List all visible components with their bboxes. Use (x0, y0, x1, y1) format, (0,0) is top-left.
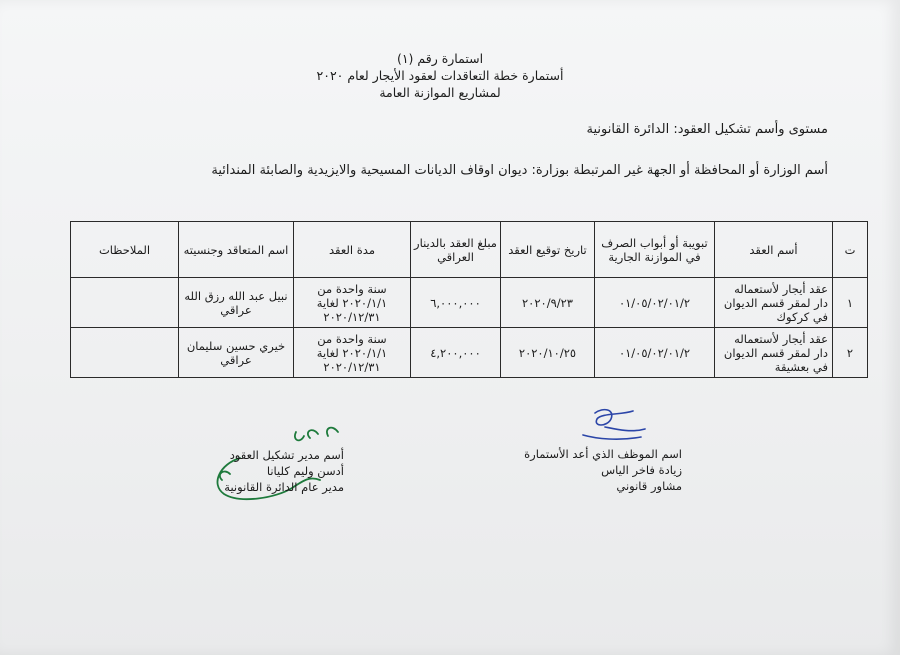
cell-contractor (179, 328, 294, 378)
preparer-title: مشاور قانوني (616, 479, 682, 493)
table-row (71, 278, 868, 328)
cell-sign-date: ٢٠٢٠/١٠/٢٥ (501, 328, 595, 378)
director-name: أدسن وليم كليانا (266, 464, 344, 478)
document-title: أستمارة خطة التعاقدات لعقود الأيجار لعام ٢٠٢٠ (316, 68, 564, 83)
director-title: مدير عام الدائرة القانونية (224, 480, 344, 494)
contractor-nationality: عراقي (220, 352, 252, 367)
signature-stroke (583, 410, 645, 440)
header-amount: مبلغ العقد بالدينار العراقي (411, 222, 501, 278)
table-header-row (71, 222, 868, 278)
contractor-name: نبيل عبد الله رزق الله (184, 288, 288, 303)
cell-duration (294, 278, 411, 328)
cell-notes (71, 328, 179, 378)
ministry-line: أسم الوزارة أو المحافظة أو الجهة غير المرتبطة بوزارة: ديوان اوقاف الديانات المسيحية والايزيدية والصابئة المندائية (211, 163, 828, 178)
preparer-signature (575, 405, 655, 447)
header-seq: ت (833, 222, 868, 278)
cell-classification: ٠١/٠٥/٠٢/٠١/٢ (595, 278, 715, 328)
header-classification: تبويبة أو أبواب الصرف في الموازنة الجارية (595, 222, 715, 278)
cell-seq: ١ (833, 278, 868, 328)
form-number: استمارة رقم (١) (396, 51, 484, 66)
cell-contractor (179, 278, 294, 328)
duration-line: ٢٠٢٠/١/١ لغاية (316, 295, 388, 310)
preparer-label: اسم الموظف الذي أعد الأستمارة (524, 447, 682, 461)
duration-line: ٢٠٢٠/١٢/٣١ (323, 309, 381, 324)
duration-line: سنة واحدة من (317, 281, 387, 296)
duration-line: سنة واحدة من (317, 331, 387, 346)
contractor-nationality: عراقي (220, 302, 252, 317)
director-block (224, 447, 344, 495)
header-duration: مدة العقد (294, 222, 411, 278)
cell-seq: ٢ (833, 328, 868, 378)
cell-amount: ٦,٠٠٠,٠٠٠ (411, 278, 501, 328)
cell-amount: ٤,٢٠٠,٠٠٠ (411, 328, 501, 378)
contract-level-line: مستوى وأسم تشكيل العقود: الدائرة القانونية (586, 122, 828, 137)
header-contract-name: أسم العقد (715, 222, 833, 278)
cell-contract-name: عقد أيجار لأستعماله دار لمقر قسم الديوان في كركوك (715, 278, 833, 328)
contractor-name: خيري حسين سليمان (186, 338, 286, 353)
preparer-name: زيادة فاخر الياس (601, 463, 682, 477)
header-sign-date: تاريخ توقيع العقد (501, 222, 595, 278)
contracts-table (70, 221, 868, 378)
duration-line: ٢٠٢٠/١/١ لغاية (316, 345, 388, 360)
header-contractor: اسم المتعاقد وجنسيته (179, 222, 294, 278)
director-label: أسم مدير تشكيل العقود (229, 448, 344, 462)
duration-line: ٢٠٢٠/١٢/٣١ (323, 359, 381, 374)
cell-notes (71, 278, 179, 328)
table-row (71, 328, 868, 378)
header-notes: الملاحظات (71, 222, 179, 278)
cell-duration (294, 328, 411, 378)
cell-contract-name: عقد أيجار لأستعماله دار لمقر قسم الديوان في بعشيقة (715, 328, 833, 378)
preparer-block (524, 446, 682, 494)
cell-classification: ٠١/٠٥/٠٢/٠١/٢ (595, 328, 715, 378)
cell-sign-date: ٢٠٢٠/٩/٢٣ (501, 278, 595, 328)
document-subtitle: لمشاريع الموازنة العامة (379, 85, 501, 100)
